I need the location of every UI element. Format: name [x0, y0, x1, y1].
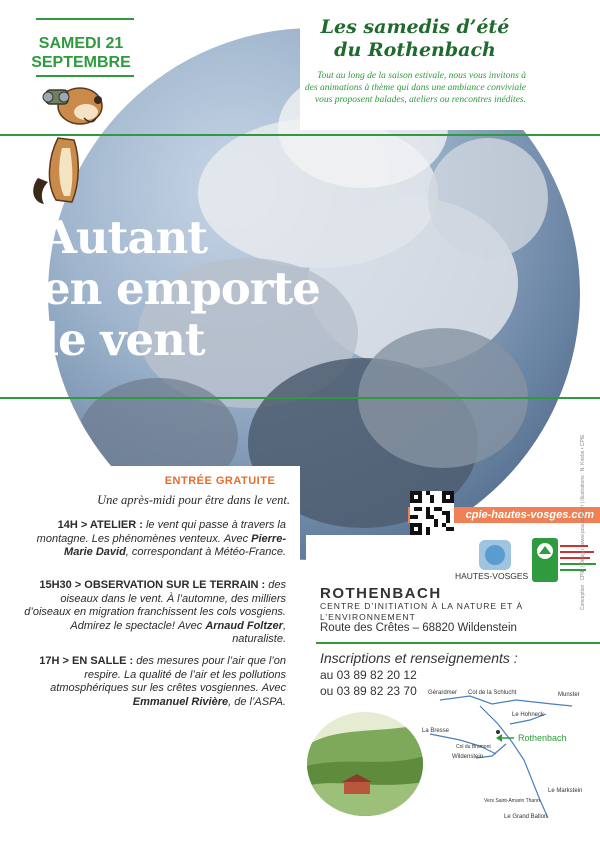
- phone-number[interactable]: au 03 89 82 20 12: [320, 668, 417, 682]
- cpie-logo-icon: [478, 539, 512, 571]
- event-date: SAMEDI 21 SEPTEMBRE: [31, 35, 131, 71]
- series-title: Les samedis d’été du Rothenbach: [320, 16, 510, 61]
- map-label-hohneck: Le Hohneck: [512, 712, 545, 718]
- program-item: 14H > ATELIER : le vent qui passe à travers la montagne. Les phénomènes venteux. Avec Pierre-Marie David, correspondant à Météo-France.: [36, 519, 286, 558]
- hautes-vosges-label: HAUTES-VOSGES: [455, 571, 529, 581]
- map-label-saint-amarin: Vers Saint-Amarin Thann: [484, 798, 540, 804]
- map-label-munster: Munster: [558, 692, 580, 698]
- registration-heading: Inscriptions et renseignements :: [320, 650, 518, 666]
- map-label-bramont: Col du Bramont: [456, 744, 491, 750]
- organization-address: Route des Crêtes – 68820 Wildenstein: [320, 622, 517, 634]
- location-map: [420, 684, 596, 824]
- tagline: Une après-midi pour être dans le vent.: [97, 493, 290, 507]
- program-item: 15H30 > OBSERVATION SUR LE TERRAIN : des oiseaux dans le vent. À l’automne, des milliers d’oiseaux en migration franchissent les cols vosgiens. Admirez le spectacle! Avec Arnaud Foltzer, naturaliste.: [24, 579, 286, 645]
- date-rule: [36, 18, 134, 20]
- qr-code-icon[interactable]: [410, 491, 454, 535]
- parc-ballons-logo-icon: [532, 538, 558, 582]
- divider-line: [316, 642, 600, 644]
- program-item: 17H > EN SALLE : des mesures pour l’air que l’on respire. La qualité de l’air et les pollutions atmosphériques sur les crêtes vosgiennes. Avec Emmanuel Rivière, de l’ASPA.: [39, 655, 286, 708]
- weasel-mascot-icon: [28, 78, 114, 208]
- phone-number[interactable]: ou 03 89 82 23 70: [320, 684, 417, 698]
- map-label-gerardmer: Gérardmer: [428, 690, 458, 696]
- map-label-wildenstein: Wildenstein: [452, 754, 484, 760]
- divider-line: [0, 397, 600, 399]
- map-label-bresse: La Bresse: [422, 728, 450, 734]
- event-title: Autant en emporte le vent: [42, 211, 320, 366]
- qr-code-graphic: [410, 491, 454, 535]
- map-label-rothenbach: Rothenbach: [518, 733, 567, 743]
- map-label-schlucht: Col de la Schlucht: [468, 690, 517, 696]
- design-credit: Conception : CPIE | Design : www.pcau.webs.fr | Illustrations : N. Knebs • CPIE: [580, 434, 586, 610]
- date-rule: [36, 75, 134, 77]
- map-label-markstein: Le Markstein: [548, 788, 583, 794]
- map-label-grand-ballon: Le Grand Ballon: [504, 814, 548, 820]
- free-entry-label: ENTRÉE GRATUITE: [164, 475, 276, 487]
- landscape-illustration: [306, 706, 424, 818]
- website-link[interactable]: cpie-hautes-vosges.com: [465, 509, 594, 521]
- series-intro: Tout au long de la saison estivale, nous vous invitons à des animations à thème qui dans une ambiance conviviale vous proposent balades, ateliers ou rencontres inédites.: [304, 71, 526, 105]
- organization-name: ROTHENBACH: [320, 585, 442, 602]
- organization-subtitle: CENTRE D’INITIATION À LA NATURE ET À L’ENVIRONNEMENT: [320, 601, 524, 622]
